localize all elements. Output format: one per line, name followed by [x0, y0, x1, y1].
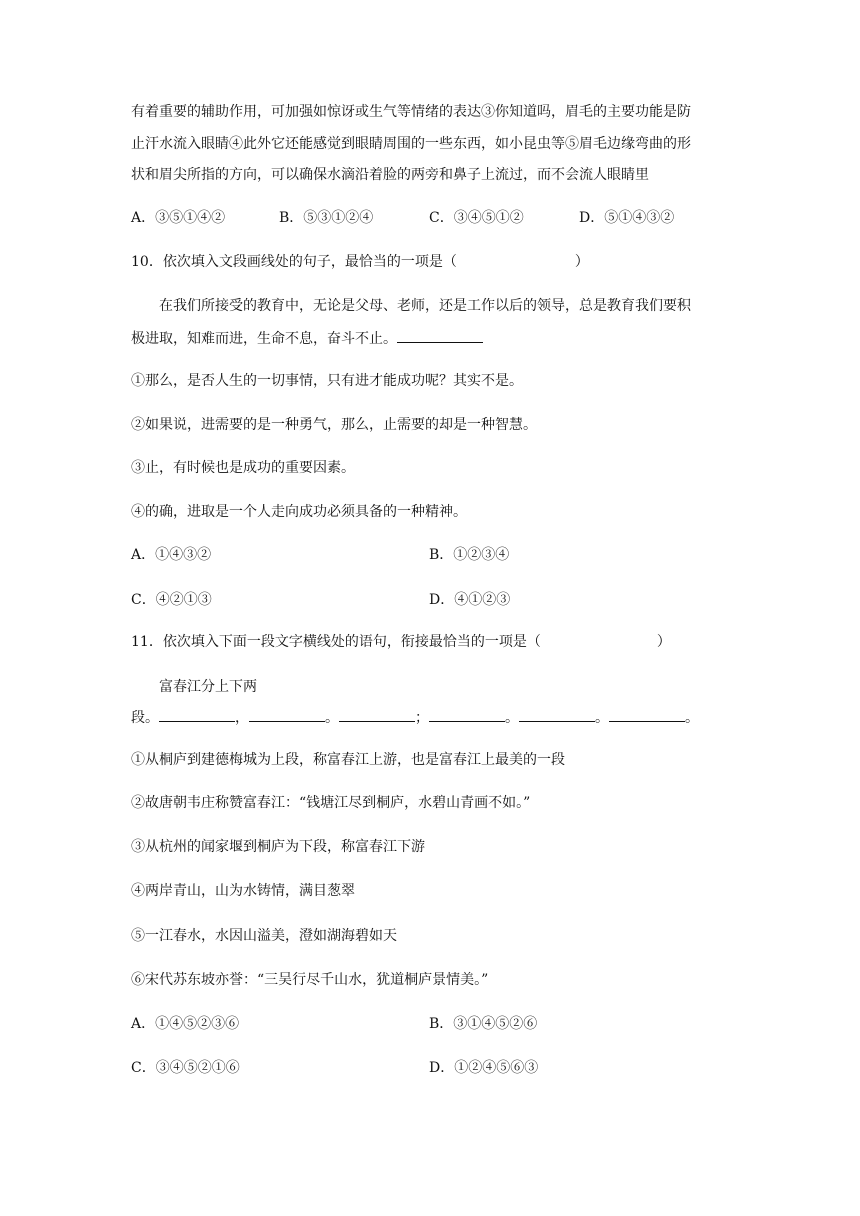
q10-options-row-1 — [131, 545, 731, 565]
q9-option-c: C．③④⑤①② — [429, 210, 524, 226]
q10-stem-text: 10．依次填入文段画线处的句子，最恰当的一项是（ — [131, 254, 457, 270]
q10-stem — [131, 252, 731, 272]
q11-sep-6: 。 — [685, 710, 699, 726]
q11-passage-line-1: 富春江分上下两 — [159, 679, 257, 695]
q10-stem-close: ） — [574, 254, 589, 270]
q11-option-b: B．③①④⑤②⑥ — [429, 1016, 538, 1032]
q11-options-row-1 — [131, 1014, 731, 1034]
q9-passage-line-2: 止汗水流入眼睛④此外它还能感觉到眼睛周围的一些东西，如小昆虫等⑤眉毛边缘弯曲的形 — [131, 136, 691, 152]
q11-sentence-4: ④两岸青山，山为水铸情，满目葱翠 — [131, 883, 355, 899]
q10-options-row-2 — [131, 590, 731, 610]
q11-passage-start: 段。 — [131, 710, 159, 726]
q9-options — [131, 208, 731, 228]
q10-passage-line-2 — [131, 328, 731, 348]
q11-options-row-2 — [131, 1058, 731, 1078]
q11-sep-2: 。 — [325, 710, 339, 726]
q10-option-d: D．④①②③ — [429, 592, 511, 608]
q10-sentence-4: ④的确，进取是一个人走向成功必须具备的一种精神。 — [131, 504, 467, 520]
q10-option-c: C．④②①③ — [131, 592, 212, 608]
q11-sep-3: ； — [415, 710, 429, 726]
q9-passage-line-1: 有着重要的辅助作用，可加强如惊讶或生气等情绪的表达③你知道吗，眉毛的主要功能是防 — [131, 104, 691, 120]
q10-fill-blank[interactable] — [397, 328, 483, 343]
q11-option-a: A．①④⑤②③⑥ — [131, 1016, 240, 1032]
q9-passage-line-3: 状和眉尖所指的方向，可以确保水滴沿着脸的两旁和鼻子上流过，而不会流人眼睛里 — [131, 167, 649, 183]
q9-option-a: A．③⑤①④② — [131, 210, 226, 226]
q11-sentence-1: ①从桐庐到建德梅城为上段，称富春江上游，也是富春江上最美的一段 — [131, 752, 565, 768]
q11-passage-line-2 — [131, 707, 731, 727]
q11-sep-4: 。 — [505, 710, 519, 726]
q10-sentence-3: ③止，有时候也是成功的重要因素。 — [131, 460, 355, 476]
q11-option-d: D．①②④⑤⑥③ — [429, 1060, 539, 1076]
q10-option-a: A．①④③② — [131, 547, 212, 563]
q9-option-d: D．⑤①④③② — [579, 210, 675, 226]
q11-sentence-2: ②故唐朝韦庄称赞富春江：“钱塘江尽到桐庐，水碧山青画不如。” — [131, 795, 531, 811]
q11-sentence-6: ⑥宋代苏东坡亦誉：“三吴行尽千山水，犹道桐庐景情美。” — [131, 972, 489, 988]
q11-blank-4[interactable] — [429, 707, 505, 722]
q9-option-b: B．⑤③①②④ — [279, 210, 374, 226]
q11-stem — [131, 632, 731, 652]
q11-sep-5: 。 — [595, 710, 609, 726]
q10-passage-text: 极进取，知难而进，生命不息，奋斗不止。 — [131, 331, 397, 347]
q11-blank-3[interactable] — [339, 707, 415, 722]
q11-stem-text: 11．依次填入下面一段文字横线处的语句，衔接最恰当的一项是（ — [131, 634, 541, 650]
q11-sep-1: ， — [235, 710, 249, 726]
q11-sentence-5: ⑤一江春水，水因山溢美，澄如湖海碧如天 — [131, 928, 397, 944]
q10-option-b: B．①②③④ — [429, 547, 510, 563]
q11-blank-1[interactable] — [159, 707, 235, 722]
q10-passage-line-1: 在我们所接受的教育中，无论是父母、老师，还是工作以后的领导，总是教育我们要积 — [159, 298, 691, 314]
q10-sentence-1: ①那么，是否人生的一切事情，只有进才能成功呢？其实不是。 — [131, 373, 523, 389]
q11-option-c: C．③④⑤②①⑥ — [131, 1060, 240, 1076]
q11-blank-6[interactable] — [609, 707, 685, 722]
q11-sentence-3: ③从杭州的闻家堰到桐庐为下段，称富春江下游 — [131, 839, 425, 855]
q11-blank-5[interactable] — [519, 707, 595, 722]
q11-blank-2[interactable] — [249, 707, 325, 722]
q10-sentence-2: ②如果说，进需要的是一种勇气，那么，止需要的却是一种智慧。 — [131, 417, 537, 433]
q11-stem-close: ） — [656, 634, 671, 650]
